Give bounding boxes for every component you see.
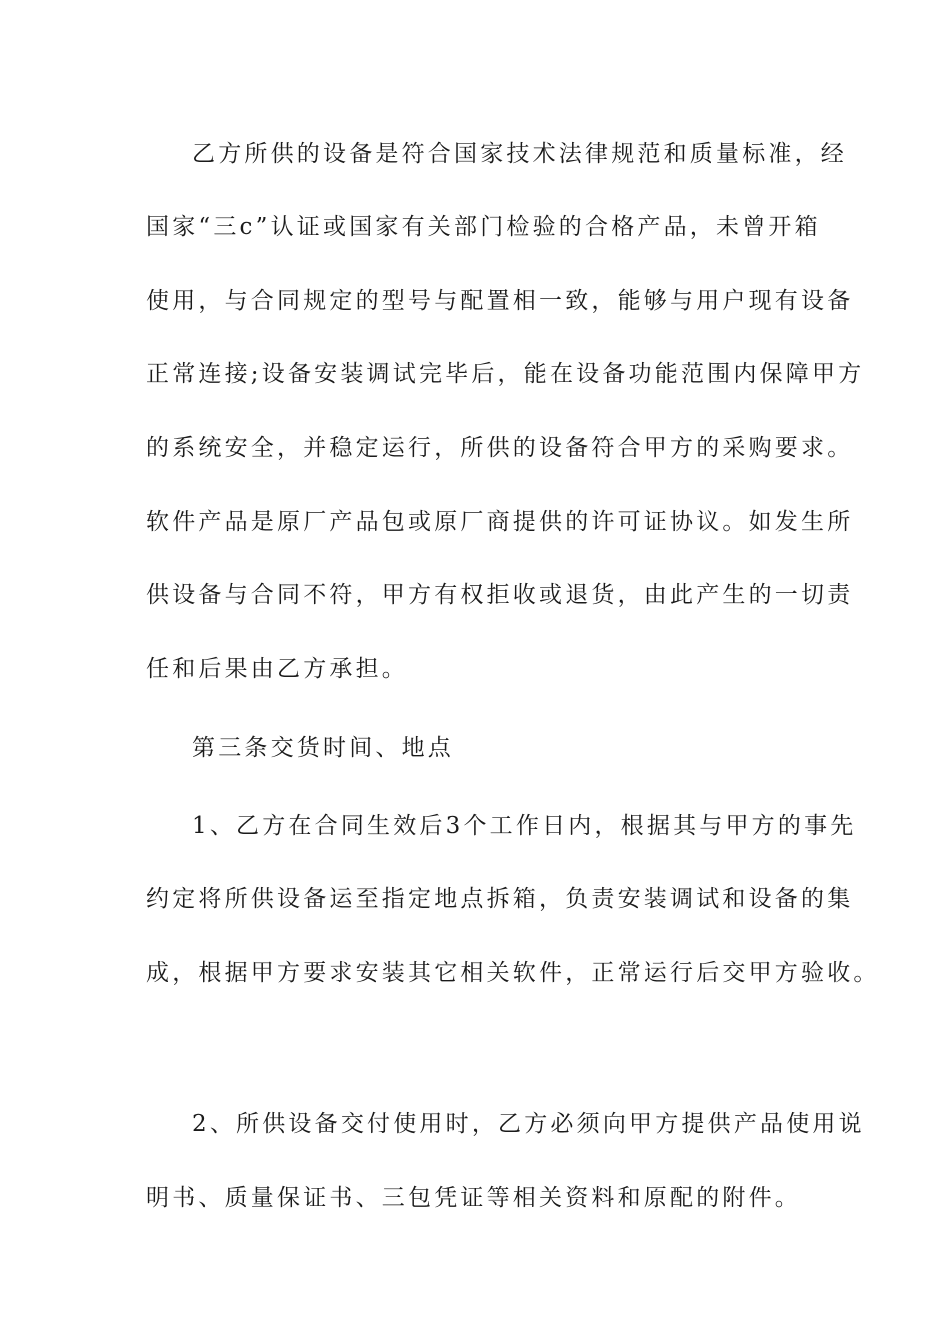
paragraph-1-line-2: 国家“三c”认证或国家有关部门检验的合格产品，未曾开箱 — [146, 214, 821, 240]
paragraph-1-line-3: 使用，与合同规定的型号与配置相一致，能够与用户现有设备 — [146, 288, 854, 314]
paragraph-1-line-8: 任和后果由乙方承担。 — [146, 656, 408, 682]
item-2-line-1: 2、所供设备交付使用时，乙方必须向甲方提供产品使用说 — [192, 1111, 865, 1137]
paragraph-1-line-4: 正常连接;设备安装调试完毕后，能在设备功能范围内保障甲方 — [146, 361, 865, 387]
paragraph-1-line-1: 乙方所供的设备是符合国家技术法律规范和质量标准，经 — [192, 141, 847, 167]
paragraph-1-line-5: 的系统安全，并稳定运行，所供的设备符合甲方的采购要求。 — [146, 435, 854, 461]
item-1-line-2: 约定将所供设备运至指定地点拆箱，负责安装调试和设备的集 — [146, 886, 854, 912]
section-heading: 第三条交货时间、地点 — [192, 735, 454, 761]
item-2-line-2: 明书、质量保证书、三包凭证等相关资料和原配的附件。 — [146, 1185, 801, 1211]
item-1-line-3: 成，根据甲方要求安装其它相关软件，正常运行后交甲方验收。 — [146, 960, 880, 986]
paragraph-1-line-7: 供设备与合同不符，甲方有权拒收或退货，由此产生的一切责 — [146, 582, 854, 608]
item-1-line-1: 1、乙方在合同生效后3个工作日内，根据其与甲方的事先 — [192, 813, 857, 839]
paragraph-1-line-6: 软件产品是原厂产品包或原厂商提供的许可证协议。如发生所 — [146, 509, 854, 535]
